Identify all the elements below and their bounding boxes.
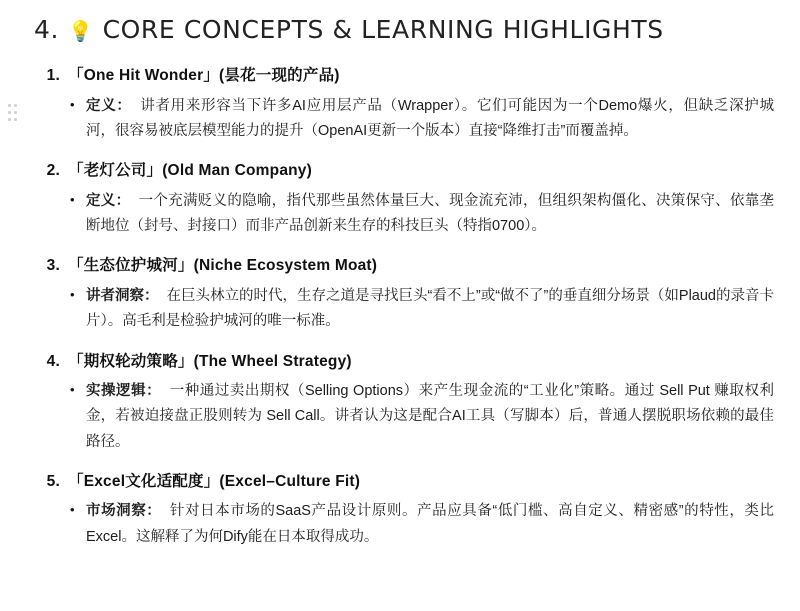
lightbulb-icon: 💡 — [68, 19, 94, 43]
concept-heading — [34, 253, 774, 279]
bullet-icon: • — [70, 191, 75, 207]
section-number: 4. — [34, 15, 60, 44]
concept-detail — [70, 499, 774, 550]
concept-title: 「生态位护城河」(Niche Ecosystem Moat) — [68, 257, 378, 275]
concept-index: 3. — [46, 257, 60, 275]
concept-detail — [70, 284, 774, 335]
detail-text: 一个充满贬义的隐喻，指代那些虽然体量巨大、现金流充沛，但组织架构僵化、决策保守、依靠垄断地位（封号、封接口）而非产品创新来生存的科技巨头（特指0700）。 — [86, 192, 775, 235]
concept-heading — [34, 349, 774, 375]
concept-title: 「One Hit Wonder」(昙花一现的产品) — [68, 67, 340, 85]
detail-label: 市场洞察： — [86, 503, 162, 520]
concept-index: 1. — [46, 67, 60, 85]
concept-index: 2. — [46, 162, 60, 180]
bullet-icon: • — [70, 502, 75, 518]
bullet-icon: • — [70, 286, 75, 302]
concept-title: 「期权轮动策略」(The Wheel Strategy) — [68, 352, 352, 370]
detail-text: 讲者用来形容当下许多AI应用层产品（Wrapper）。它们可能因为一个Demo爆火，但缺乏深护城河，很容易被底层模型能力的提升（OpenAI更新一个版本）直接“降维打击”而覆盖掉。 — [86, 97, 775, 139]
bullet-icon: • — [70, 381, 75, 397]
concept-title: 「老灯公司」(Old Man Company) — [68, 162, 312, 180]
concept-title: 「Excel文化适配度」(Excel–Culture Fit) — [68, 473, 361, 490]
concept-detail — [70, 94, 774, 145]
concept-heading — [34, 63, 774, 89]
detail-text: 在巨头林立的时代，生存之道是寻找巨头“看不上”或“做不了”的垂直细分场景（如Plaud的录音卡片）。高毛利是检验护城河的唯一标准。 — [86, 287, 774, 330]
detail-label: 定义： — [86, 97, 132, 114]
drag-handle-icon[interactable] — [8, 104, 18, 126]
concept-index: 4. — [46, 352, 60, 370]
detail-label: 实操逻辑： — [86, 382, 162, 399]
concept-detail — [70, 189, 774, 240]
detail-label: 讲者洞察： — [86, 287, 159, 304]
detail-text: 针对日本市场的SaaS产品设计原则。产品应具备“低门槛、高自定义、精密感”的特性，类比Excel。这解释了为何Dify能在日本取得成功。 — [86, 503, 775, 545]
concept-heading — [34, 158, 774, 184]
detail-label: 定义： — [86, 192, 131, 209]
detail-text: 一种通过卖出期权（Selling Options）来产生现金流的“工业化”策略。通过 Sell Put 赚取权利金，若被迫接盘正股则转为 Sell Call。讲者认为这是配合AI工具（写脚本）后，普通人摆脱职场依赖的最佳路径。 — [86, 382, 774, 450]
list-item — [34, 349, 774, 455]
concept-heading — [34, 469, 774, 495]
concept-list — [34, 63, 774, 550]
list-item — [34, 63, 774, 144]
page-title — [34, 14, 774, 45]
concept-detail — [70, 379, 774, 455]
bullet-icon: • — [70, 96, 75, 112]
concept-index: 5. — [46, 473, 60, 490]
list-item — [34, 158, 774, 239]
section-title-text: CORE CONCEPTS & LEARNING HIGHLIGHTS — [102, 15, 664, 44]
list-item — [34, 469, 774, 550]
list-item — [34, 253, 774, 334]
